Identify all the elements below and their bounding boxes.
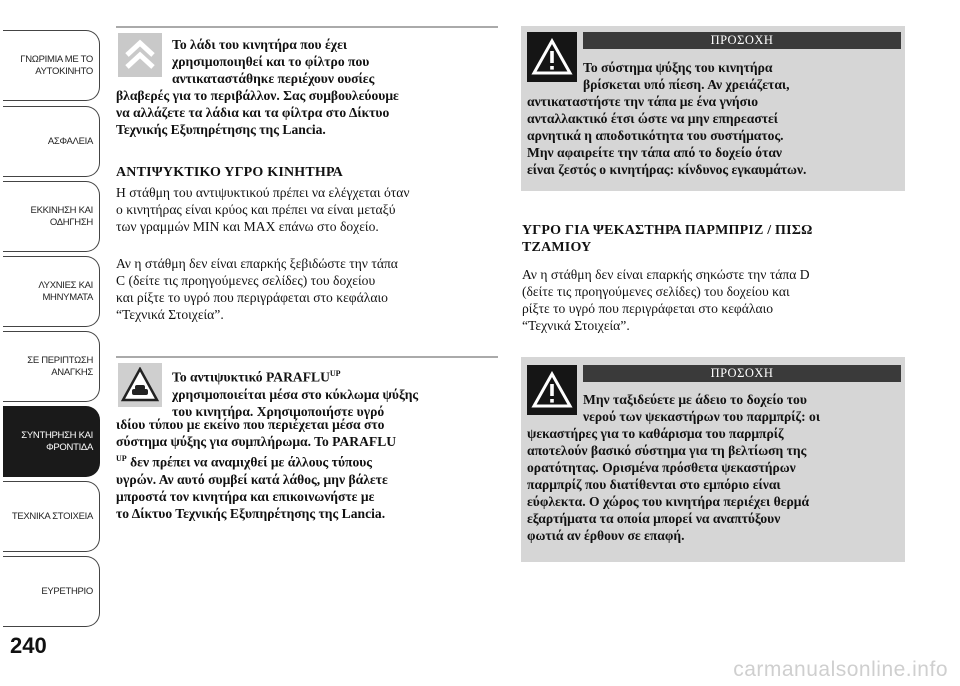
warning-title: ΠΡΟΣΟΧΗ xyxy=(583,365,901,382)
tab-label: ΑΣΦΑΛΕΙΑ xyxy=(47,135,93,147)
watermark: carmanualsonline.info xyxy=(733,658,948,681)
tab-maintenance[interactable] xyxy=(3,406,100,477)
tab-starting-driving[interactable] xyxy=(3,181,100,252)
caution-car-icon xyxy=(118,363,162,407)
tab-safety[interactable] xyxy=(3,106,100,177)
tab-warning-lights[interactable] xyxy=(3,256,100,327)
tab-emergency[interactable] xyxy=(3,331,100,402)
paraflu-note-head: Το αντιψυκτικό $PARAFLU^{UP}$ χρησιμοποιείται μέσα στο κύκλωμα ψύξης του κινητήρα. Χρησιμοποιήστε υγρό xyxy=(172,369,419,419)
tab-label: ΛΥΧΝΙΕΣ ΚΑΙ ΜΗΝΥΜΑΤΑ xyxy=(38,279,93,303)
tab-technical-data[interactable] xyxy=(3,481,100,552)
tab-label: ΕΥΡΕΤΗΡΙΟ xyxy=(41,585,93,597)
tab-label: ΣΕ ΠΕΡΙΠΤΩΣΗ ΑΝΑΓΚΗΣ xyxy=(27,354,93,378)
tab-label: ΕΚΚΙΝΗΣΗ ΚΑΙ ΟΔΗΓΗΣΗ xyxy=(30,204,93,228)
env-note-body: βλαβερές για το περιβάλλον. Σας συμβουλεύουμε να αλλάζετε τα λάδια και τα φίλτρα στο Δίκτυο Τεχνικής Εξυπηρέτησης της Lancia. xyxy=(116,88,399,137)
divider xyxy=(116,356,498,358)
page-number: 240 xyxy=(10,633,47,658)
tab-getting-to-know[interactable] xyxy=(3,30,100,101)
warning-triangle-icon xyxy=(527,32,577,82)
paraflu-note-body: ιδίου τύπου με εκείνο που περιέχεται μέσα στο σύστημα ψύξης για συμπλήρωμα. Το PARAFLU $^{UP}$ δεν πρέπει να αναμιχθεί με άλλους τύπους υγρών. Αν αυτό συμβεί κατά λάθος, μην βάλετε μπροστά τον κινητήρα και επικοινωνήστε με το Δίκτυο Τεχνικής Εξυπηρέτησης της Lancia. xyxy=(116,417,397,521)
tab-label: ΤΕΧΝΙΚΑ ΣΤΟΙΧΕΙΑ xyxy=(11,510,93,522)
warning2-head: Μην ταξιδεύετε με άδειο το δοχείο του νερού των ψεκαστήρων του παρμπρίζ: οι xyxy=(583,392,821,424)
chapter-tabs xyxy=(0,0,100,686)
antifreeze-heading: ΑΝΤΙΨΥΚΤΙΚΟ ΥΓΡΟ ΚΙΝΗΤΗΡΑ xyxy=(116,165,343,180)
recycle-icon xyxy=(118,33,162,77)
tab-label: ΣΥΝΤΗΡΗΣΗ ΚΑΙ ΦΡΟΝΤΙΔΑ xyxy=(21,429,93,453)
warning-triangle-icon xyxy=(527,365,577,415)
env-note-head: Το λάδι του κινητήρα που έχει χρησιμοποιηθεί και το φίλτρο που αντικαταστάθηκε περιέχουν ουσίες xyxy=(172,37,375,86)
washer-para: Αν η στάθμη δεν είναι επαρκής σηκώστε την τάπα D (δείτε τις προηγούμενες σελίδες) του δοχείου και ρίξτε το υγρό που περιγράφεται στο κεφάλαιο “Τεχνικά Στοιχεία”. xyxy=(522,267,810,333)
antifreeze-para-2: Αν η στάθμη δεν είναι επαρκής ξεβιδώστε την τάπα C (δείτε τις προηγούμενες σελίδες) του δοχείου και ρίξτε το υγρό που περιγράφεται στο κεφάλαιο “Τεχνικά Στοιχεία”. xyxy=(116,256,398,322)
washer-heading: ΥΓΡΟ ΓΙΑ ΨΕΚΑΣΤΗΡΑ ΠΑΡΜΠΡΙΖ / ΠΙΣΩ ΤΖΑΜΙΟΥ xyxy=(522,223,813,255)
warning-title: ΠΡΟΣΟΧΗ xyxy=(583,32,901,49)
warning2-body: ψεκαστήρες για το καθάρισμα του παρμπρίζ αποτελούν βασικό σύστημα για τη βελτίωση της ορατότητας. Ορισμένα πρόσθετα ψεκαστήρων παρμπρίζ που διατίθενται στο εμπόριο είναι εύφλεκτα. Ο χώρος του κινητήρα περιέχει θερμά εξαρτήματα τα οποία μπορεί να αναπτύξουν φωτιά αν έρθουν σε επαφή. xyxy=(527,426,810,543)
tab-label: ΓΝΩΡΙΜΙΑ ΜΕ ΤΟ ΑΥΤΟΚΙΝΗΤΟ xyxy=(20,53,93,77)
tab-index[interactable] xyxy=(3,556,100,627)
divider xyxy=(116,26,498,28)
warning1-body: αντικαταστήστε την τάπα με ένα γνήσιο ανταλλακτικό έτσι ώστε να μην επηρεαστεί αρνητικά η αποδοτικότητα του συστήματος. Μην αφαιρείτε την τάπα από το δοχείο όταν είναι ζεστός ο κινητήρας: κίνδυνος εγκαυμάτων. xyxy=(527,94,807,177)
warning1-head: Το σύστημα ψύξης του κινητήρα βρίσκεται υπό πίεση. Αν χρειάζεται, xyxy=(583,60,790,92)
antifreeze-para-1: Η στάθμη του αντιψυκτικού πρέπει να ελέγχεται όταν ο κινητήρας είναι κρύος και πρέπει να είναι μεταξύ των γραμμών MIN και MAX επάνω στο δοχείο. xyxy=(116,185,410,234)
